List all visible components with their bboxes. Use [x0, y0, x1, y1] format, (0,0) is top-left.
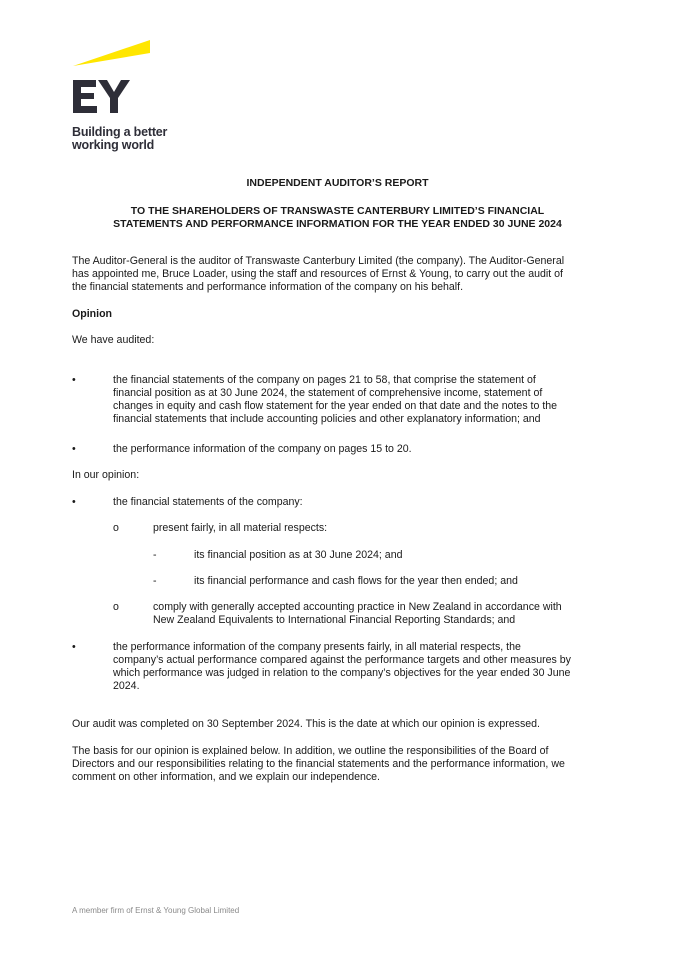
opinion-item-1: the financial statements of the company: — [113, 496, 303, 508]
bullet-marker: • — [72, 374, 76, 386]
basis-line-1: The basis for our opinion is explained below. In addition, we outline the responsibilities of the Board of — [72, 745, 549, 757]
ey-logo-letter-y — [98, 80, 130, 113]
opinion-item-2-line-2: company’s actual performance compared against the performance targets and other measures by — [113, 654, 571, 666]
ey-logo-letter-e — [73, 80, 97, 113]
dash-marker: - — [153, 575, 157, 587]
opinion-subsub-1: its financial position as at 30 June 2024; and — [194, 549, 403, 561]
audited-item-2: the performance information of the company on pages 15 to 20. — [113, 443, 412, 455]
intro-paragraph — [72, 255, 564, 294]
opinion-sub-2-line-1: comply with generally accepted accounting practice in New Zealand in accordance with — [153, 601, 562, 613]
report-subtitle-line-2: STATEMENTS AND PERFORMANCE INFORMATION FOR THE YEAR ENDED 30 JUNE 2024 — [113, 218, 562, 230]
we-have-audited: We have audited: — [72, 334, 155, 346]
footer-note: A member firm of Ernst & Young Global Limited — [72, 906, 240, 915]
intro-line-1: The Auditor-General is the auditor of Transwaste Canterbury Limited (the company). The Auditor-General — [72, 255, 565, 267]
basis-line-2: Directors and our responsibilities relating to the financial statements and the performance information, we — [72, 758, 565, 770]
report-subtitle-line-1: TO THE SHAREHOLDERS OF TRANSWASTE CANTERBURY LIMITED’S FINANCIAL — [130, 205, 545, 217]
basis-paragraph — [72, 745, 565, 784]
opinion-sub-1: present fairly, in all material respects: — [153, 522, 328, 534]
opinion-subsub-2: its financial performance and cash flows for the year then ended; and — [194, 575, 518, 587]
opinion-sub-2 — [153, 601, 562, 627]
audited-item-1-line-2: financial position as at 30 June 2024, the statement of comprehensive income, statement of — [113, 387, 543, 399]
ey-logo-tagline — [72, 126, 167, 152]
audited-item-1 — [113, 374, 557, 426]
bullet-marker: • — [72, 496, 76, 508]
in-our-opinion: In our opinion: — [72, 469, 140, 481]
opinion-heading: Opinion — [72, 308, 113, 320]
audited-item-1-line-1: the financial statements of the company on pages 21 to 58, that comprise the statement of — [113, 374, 536, 386]
opinion-item-2 — [113, 641, 571, 693]
opinion-item-2-line-4: 2024. — [113, 680, 140, 692]
basis-line-3: comment on other information, and we explain our independence. — [72, 771, 380, 783]
circle-marker: o — [113, 522, 119, 534]
opinion-item-2-line-1: the performance information of the company presents fairly, in all material respects, the — [113, 641, 521, 653]
ey-logo-beam — [73, 40, 150, 66]
report-title: INDEPENDENT AUDITOR’S REPORT — [246, 177, 429, 189]
bullet-marker: • — [72, 641, 76, 653]
tagline-line-2: working world — [72, 138, 155, 152]
opinion-item-2-line-3: which performance was judged in relation to the company’s objectives for the year ended 30 June — [113, 667, 571, 679]
tagline-line-1: Building a better — [72, 125, 168, 139]
audit-completed: Our audit was completed on 30 September 2024. This is the date at which our opinion is expressed. — [72, 718, 540, 730]
audited-item-1-line-4: financial statements that include accounting policies and other explanatory information; and — [113, 413, 541, 425]
intro-line-3: the financial statements and performance information of the company on his behalf. — [72, 281, 464, 293]
dash-marker: - — [153, 549, 157, 561]
circle-marker: o — [113, 601, 119, 613]
bullet-marker: • — [72, 443, 76, 455]
opinion-sub-2-line-2: New Zealand Equivalents to International Financial Reporting Standards; and — [153, 614, 516, 626]
audited-item-1-line-3: changes in equity and cash flow statement for the year ended on that date and the notes to the — [113, 400, 558, 412]
ey-logo-mark — [72, 40, 152, 120]
intro-line-2: has appointed me, Bruce Loader, using the staff and resources of Ernst & Young, to carry out the audit of — [72, 268, 563, 280]
ey-logo — [72, 40, 182, 155]
